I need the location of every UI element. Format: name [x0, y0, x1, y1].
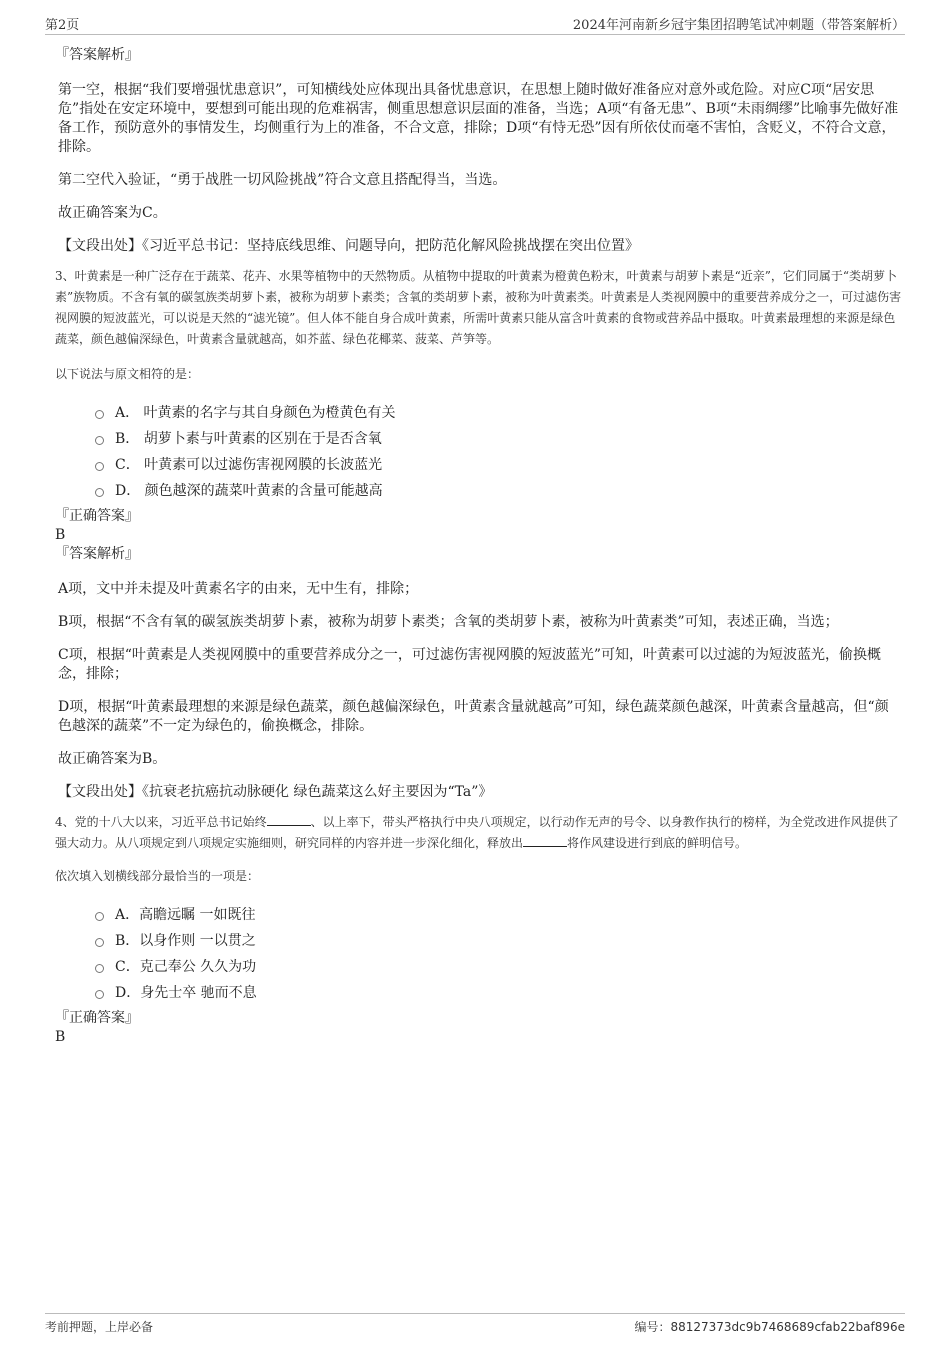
option-d[interactable]: [95, 477, 902, 503]
analysis-label: 『答案解析』: [55, 546, 139, 562]
page-number: 第2页: [45, 18, 80, 33]
correct-answer: B: [55, 1029, 66, 1045]
analysis-paragraph: 第一空，根据“我们要增强忧患意识”，可知横线处应体现出具备忧患意识，在思想上随时做好准备应对意外或危险。对应C项“居安思危”指处在安定环境中，要想到可能出现的危难祸害，侧重思想意识层面的准备，当选；A项“有备无患”、B项“未雨绸缪”比喻事先做好准备工作，预防意外的事情发生，均侧重行为上的准备，不合文意，排除；D项“有恃无恐”因有所依仗而毫不害怕，含贬义，不符合文意，排除。: [58, 82, 899, 155]
option-label: D．身先士卒 驰而不息: [115, 985, 257, 1001]
question-4-stem: [55, 812, 902, 854]
option-b[interactable]: [95, 927, 902, 953]
option-label: B． 胡萝卜素与叶黄素的区别在于是否含氧: [115, 431, 382, 447]
question-4-prompt: 依次填入划横线部分最恰当的一项是：: [55, 869, 260, 883]
fill-blank: [267, 813, 311, 826]
stem-text: 将作风建设进行到底的鲜明信号。: [567, 836, 748, 850]
option-label: C． 叶黄素可以过滤伤害视网膜的长波蓝光: [115, 457, 383, 473]
radio-icon[interactable]: [95, 990, 104, 999]
option-c[interactable]: [95, 451, 902, 477]
source-citation: 【文段出处】《抗衰老抗癌抗动脉硬化 绿色蔬菜这么好主要因为“Ta”》: [58, 784, 493, 800]
option-c[interactable]: [95, 953, 902, 979]
radio-icon[interactable]: [95, 964, 104, 973]
analysis-paragraph: C项，根据“叶黄素是人类视网膜中的重要营养成分之一，可过滤伤害视网膜的短波蓝光”可知，叶黄素可以过滤的为短波蓝光，偷换概念，排除；: [58, 647, 882, 682]
fill-blank: [523, 834, 567, 847]
correct-answer: B: [55, 527, 66, 543]
radio-icon[interactable]: [95, 462, 104, 471]
option-a[interactable]: [95, 901, 902, 927]
question-3-options: [95, 399, 902, 503]
analysis-paragraph: D项，根据“叶黄素最理想的来源是绿色蔬菜，颜色越偏深绿色，叶黄素含量就越高”可知，绿色蔬菜颜色越深，叶黄素含量越高，但“颜色越深的蔬菜”不一定为绿色的，偷换概念，排除。: [58, 699, 889, 734]
radio-icon[interactable]: [95, 488, 104, 497]
question-3-stem: 3、叶黄素是一种广泛存在于蔬菜、花卉、水果等植物中的天然物质。从植物中提取的叶黄素为橙黄色粉末，叶黄素与胡萝卜素是“近亲”，它们同属于“类胡萝卜素”族物质。不含有氧的碳氢族类胡萝卜素，被称为胡萝卜素类；含氧的类胡萝卜素，被称为叶黄素类。叶黄素是人类视网膜中的重要营养成分之一，可过滤伤害视网膜的短波蓝光，可以说是天然的“滤光镜”。但人体不能自身合成叶黄素，所需叶黄素只能从富含叶黄素的食物或营养品中摄取。叶黄素最理想的来源是绿色蔬菜，颜色越偏深绿色，叶黄素含量就越高，如芥蓝、绿色花椰菜、菠菜、芦笋等。: [55, 269, 902, 346]
radio-icon[interactable]: [95, 410, 104, 419]
stem-text: 、以上率下，带头严格执行中央八项规定，以行动作无声的号令、以身教作执行的榜样，为全党改进作风提供了强大动力。从八项规定到八项规定实施细则，研究同样的内容并进一步深化细化，释放出: [55, 815, 899, 850]
option-a[interactable]: [95, 399, 902, 425]
option-label: C．克己奉公 久久为功: [115, 959, 257, 975]
document-body: [55, 46, 902, 1047]
option-b[interactable]: [95, 425, 902, 451]
question-4-options: [95, 901, 902, 1005]
option-d[interactable]: [95, 979, 902, 1005]
radio-icon[interactable]: [95, 436, 104, 445]
document-title: 2024年河南新乡冠宇集团招聘笔试冲刺题（带答案解析）: [572, 18, 905, 33]
analysis-paragraph: A项，文中并未提及叶黄素名字的由来，无中生有，排除；: [58, 581, 419, 597]
conclusion-text: 故正确答案为B。: [58, 751, 167, 767]
document-code: 编号：88127373dc9b7468689cfab22baf896e: [634, 1320, 905, 1334]
source-citation: 【文段出处】《习近平总书记：坚持底线思维、问题导向，把防范化解风险挑战摆在突出位置》: [58, 238, 639, 254]
analysis-paragraph: 第二空代入验证，“勇于战胜一切风险挑战”符合文意且搭配得当，当选。: [58, 172, 507, 188]
option-label: B．以身作则 一以贯之: [115, 933, 256, 949]
correct-answer-label: 『正确答案』: [55, 1010, 139, 1026]
footer-slogan: 考前押题，上岸必备: [45, 1320, 154, 1334]
page-footer: [45, 1313, 905, 1336]
analysis-paragraph: B项，根据“不含有氧的碳氢族类胡萝卜素，被称为胡萝卜素类；含氧的类胡萝卜素，被称为叶黄素类”可知，表述正确，当选；: [58, 614, 839, 630]
question-3-prompt: 以下说法与原文相符的是：: [55, 367, 200, 381]
page-header: [45, 14, 905, 35]
analysis-label: 『答案解析』: [55, 47, 139, 63]
correct-answer-label: 『正确答案』: [55, 508, 139, 524]
stem-text: 4、党的十八大以来，习近平总书记始终: [55, 815, 267, 829]
radio-icon[interactable]: [95, 912, 104, 921]
option-label: A．高瞻远瞩 一如既往: [115, 907, 256, 923]
option-label: A． 叶黄素的名字与其自身颜色为橙黄色有关: [115, 405, 396, 421]
option-label: D． 颜色越深的蔬菜叶黄素的含量可能越高: [115, 483, 383, 499]
radio-icon[interactable]: [95, 938, 104, 947]
conclusion-text: 故正确答案为C。: [58, 205, 167, 221]
